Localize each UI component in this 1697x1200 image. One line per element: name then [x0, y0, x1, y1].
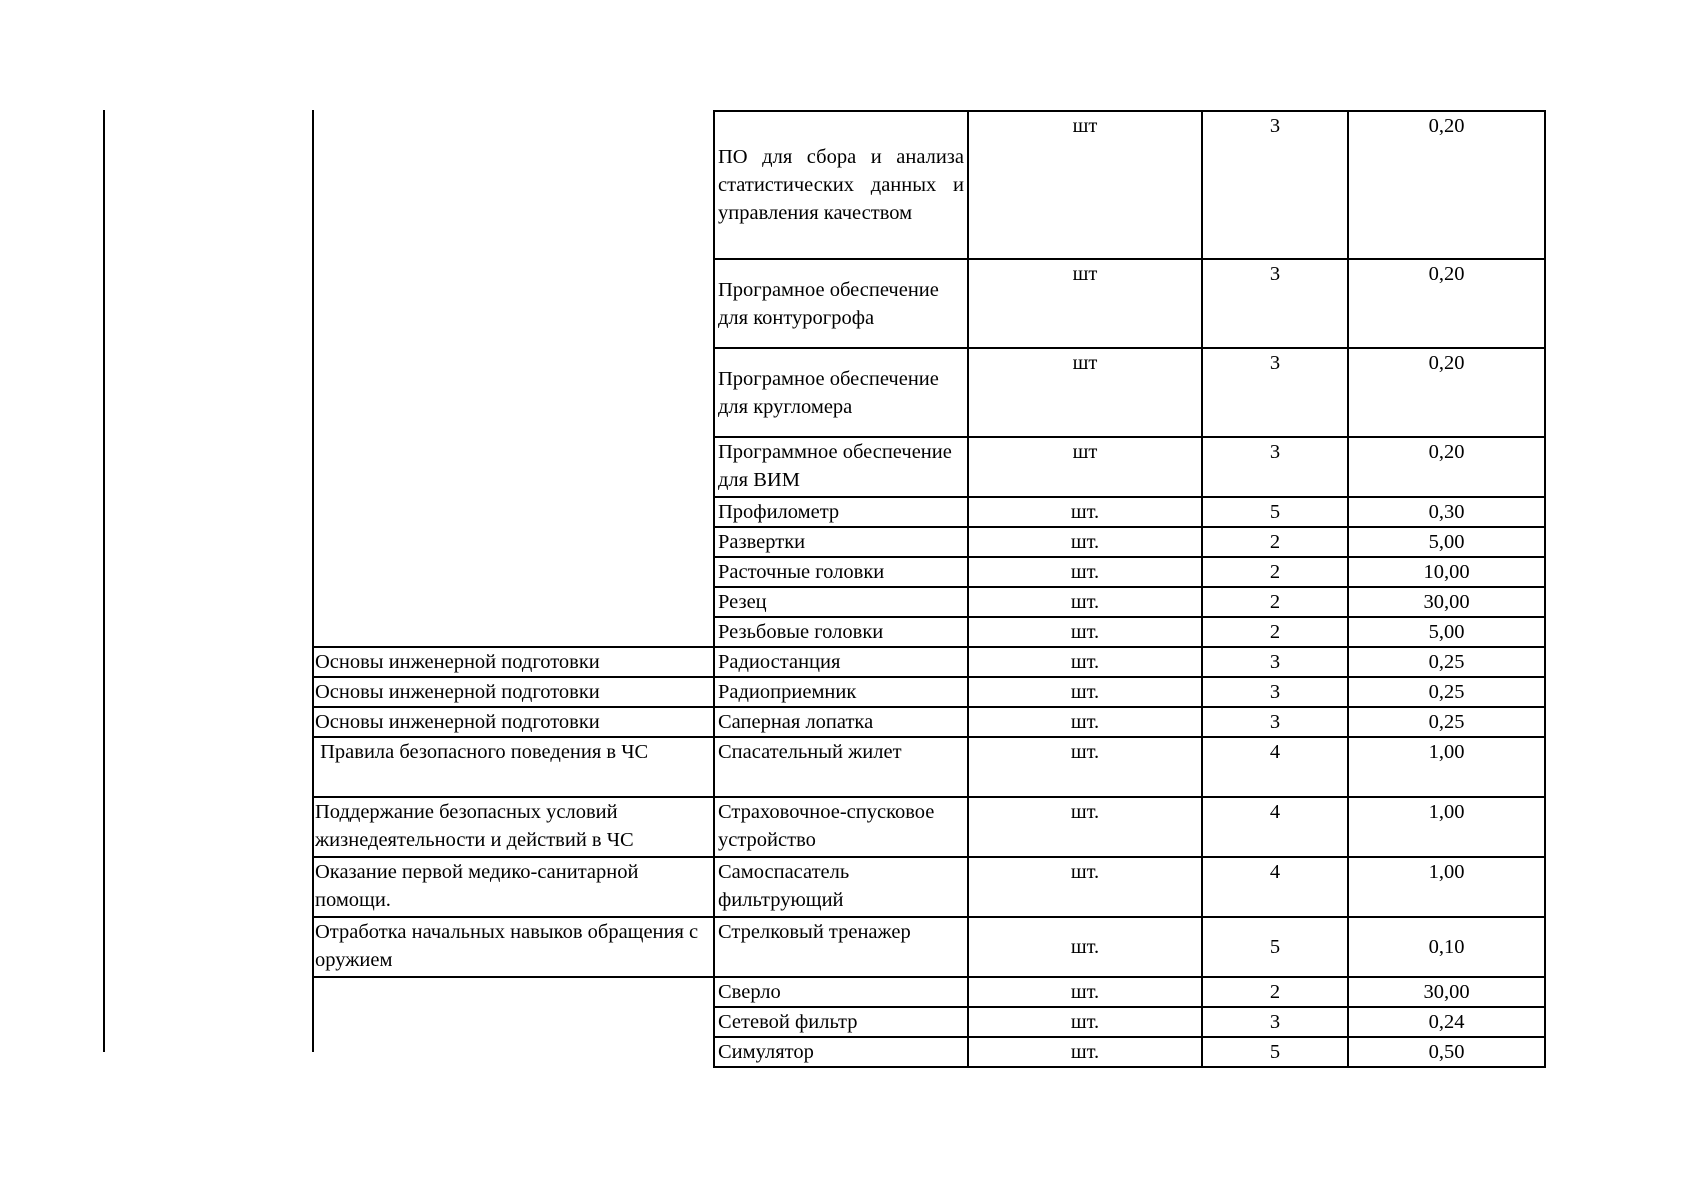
item-name-cell: Радиоприемник: [714, 677, 968, 707]
value-cell: 0,10: [1348, 917, 1545, 977]
item-name-cell: Программное обеспечение для ВИМ: [714, 437, 968, 497]
unit-cell: шт.: [968, 527, 1202, 557]
quantity-cell: 3: [1202, 259, 1348, 348]
item-name-cell: Програмное обеспечение для контурогрофа: [714, 259, 968, 348]
unit-cell: шт.: [968, 977, 1202, 1007]
item-name-cell: Симулятор: [714, 1037, 968, 1067]
value-cell: 30,00: [1348, 587, 1545, 617]
item-name-cell: Резьбовые головки: [714, 617, 968, 647]
table-row: [312, 977, 1545, 1007]
quantity-cell: 2: [1202, 587, 1348, 617]
equipment-table: [312, 110, 1546, 1068]
quantity-cell: 5: [1202, 497, 1348, 527]
unit-cell: шт.: [968, 1037, 1202, 1067]
value-cell: 0,25: [1348, 647, 1545, 677]
quantity-cell: 5: [1202, 1037, 1348, 1067]
value-cell: 1,00: [1348, 737, 1545, 797]
topic-cell: Поддержание безопасных условий жизнедеятельности и действий в ЧС: [312, 797, 714, 857]
table-row: [312, 707, 1545, 737]
value-cell: 1,00: [1348, 797, 1545, 857]
item-name-cell: Сверло: [714, 977, 968, 1007]
value-cell: 5,00: [1348, 527, 1545, 557]
quantity-cell: 5: [1202, 917, 1348, 977]
value-cell: 0,25: [1348, 707, 1545, 737]
unit-cell: шт.: [968, 1007, 1202, 1037]
value-cell: 0,50: [1348, 1037, 1545, 1067]
quantity-cell: 2: [1202, 617, 1348, 647]
value-cell: 0,25: [1348, 677, 1545, 707]
unit-cell: шт.: [968, 677, 1202, 707]
quantity-cell: 3: [1202, 437, 1348, 497]
item-name-cell: Спасательный жилет: [714, 737, 968, 797]
item-name-cell: Резец: [714, 587, 968, 617]
unit-cell: шт: [968, 348, 1202, 437]
value-cell: 1,00: [1348, 857, 1545, 917]
item-name-cell: Страховочное-спусковое устройство: [714, 797, 968, 857]
quantity-cell: 3: [1202, 348, 1348, 437]
unit-cell: шт.: [968, 797, 1202, 857]
topic-cell: [312, 111, 714, 647]
unit-cell: шт.: [968, 857, 1202, 917]
unit-cell: шт.: [968, 707, 1202, 737]
unit-cell: шт.: [968, 587, 1202, 617]
item-name-cell: Програмное обеспечение для кругломера: [714, 348, 968, 437]
table-row: [312, 677, 1545, 707]
topic-cell: Отработка начальных навыков обращения с оружием: [312, 917, 714, 977]
value-cell: 10,00: [1348, 557, 1545, 587]
item-name-cell: ПО для сбора и анализа статистических данных и управления качеством: [714, 111, 968, 259]
value-cell: 5,00: [1348, 617, 1545, 647]
item-name-cell: Профилометр: [714, 497, 968, 527]
value-cell: 0,20: [1348, 348, 1545, 437]
topic-cell: Основы инженерной подготовки: [312, 707, 714, 737]
quantity-cell: 4: [1202, 737, 1348, 797]
topic-cell: Правила безопасного поведения в ЧС: [312, 737, 714, 797]
topic-cell: [312, 977, 714, 1067]
item-name-cell: Развертки: [714, 527, 968, 557]
topic-cell: Основы инженерной подготовки: [312, 677, 714, 707]
unit-cell: шт.: [968, 917, 1202, 977]
value-cell: 0,30: [1348, 497, 1545, 527]
quantity-cell: 4: [1202, 797, 1348, 857]
value-cell: 0,20: [1348, 437, 1545, 497]
item-name-cell: Расточные головки: [714, 557, 968, 587]
value-cell: 0,20: [1348, 259, 1545, 348]
quantity-cell: 2: [1202, 557, 1348, 587]
table-row: [312, 647, 1545, 677]
item-name-cell: Сетевой фильтр: [714, 1007, 968, 1037]
table-row: [312, 857, 1545, 917]
quantity-cell: 2: [1202, 977, 1348, 1007]
item-name-cell: Самоспасатель фильтрующий: [714, 857, 968, 917]
table-row: [312, 737, 1545, 797]
unit-cell: шт: [968, 259, 1202, 348]
value-cell: 0,24: [1348, 1007, 1545, 1037]
topic-cell: Основы инженерной подготовки: [312, 647, 714, 677]
item-name-cell: Радиостанция: [714, 647, 968, 677]
unit-cell: шт.: [968, 557, 1202, 587]
quantity-cell: 3: [1202, 677, 1348, 707]
table-row: [312, 797, 1545, 857]
left-column-border: [103, 110, 105, 1052]
topic-cell: Оказание первой медико-санитарной помощи.: [312, 857, 714, 917]
table-row: [312, 917, 1545, 977]
unit-cell: шт: [968, 111, 1202, 259]
unit-cell: шт: [968, 437, 1202, 497]
quantity-cell: 3: [1202, 111, 1348, 259]
unit-cell: шт.: [968, 617, 1202, 647]
value-cell: 0,20: [1348, 111, 1545, 259]
quantity-cell: 2: [1202, 527, 1348, 557]
quantity-cell: 3: [1202, 1007, 1348, 1037]
quantity-cell: 3: [1202, 647, 1348, 677]
table-row: [312, 111, 1545, 259]
unit-cell: шт.: [968, 737, 1202, 797]
unit-cell: шт.: [968, 647, 1202, 677]
unit-cell: шт.: [968, 497, 1202, 527]
quantity-cell: 3: [1202, 707, 1348, 737]
item-name-cell: Стрелковый тренажер: [714, 917, 968, 977]
quantity-cell: 4: [1202, 857, 1348, 917]
item-name-cell: Саперная лопатка: [714, 707, 968, 737]
value-cell: 30,00: [1348, 977, 1545, 1007]
